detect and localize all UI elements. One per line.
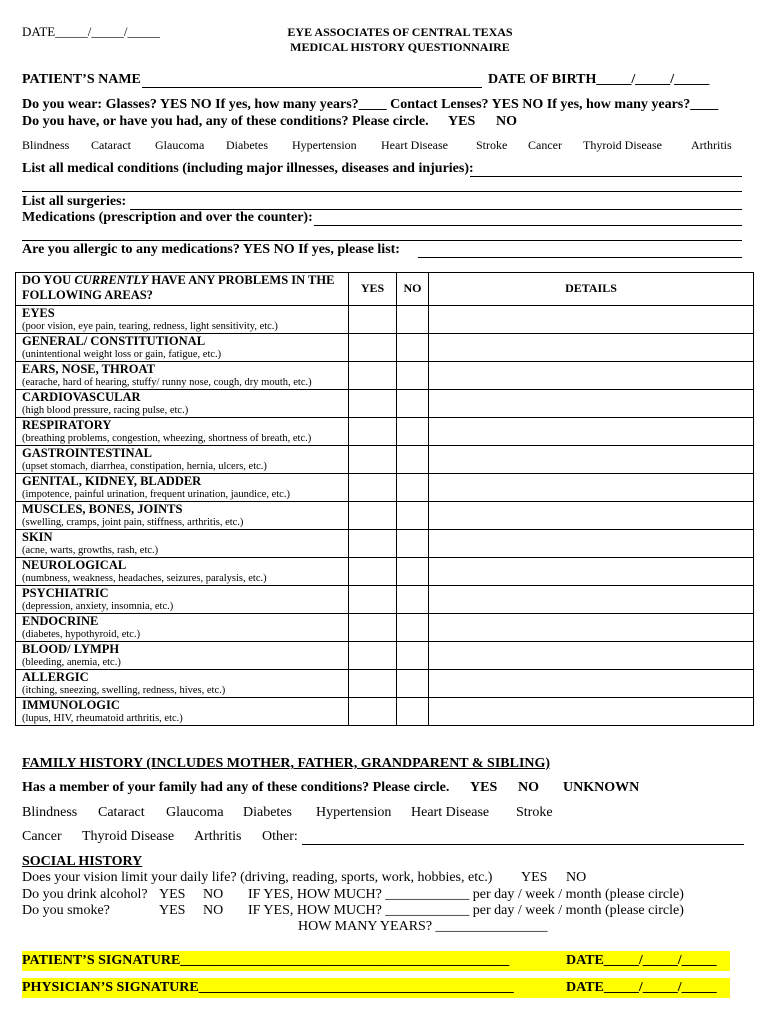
no-checkbox-cell[interactable] xyxy=(397,390,429,418)
patient-name-line[interactable] xyxy=(142,87,482,88)
medical-conditions-line[interactable] xyxy=(470,176,742,177)
condition-option[interactable]: Cataract xyxy=(91,138,131,152)
allergy-question: Are you allergic to any medications? YES NO If yes, please list: xyxy=(22,242,400,257)
no-checkbox-cell[interactable] xyxy=(397,670,429,698)
alcohol-how-much[interactable]: IF YES, HOW MUCH? ____________ per day / week / month (please circle) xyxy=(248,887,684,902)
condition-option[interactable]: Hypertension xyxy=(292,138,357,152)
system-description: (breathing problems, congestion, wheezing, shortness of breath, etc.) xyxy=(22,433,312,444)
system-cell xyxy=(16,418,349,446)
no-checkbox-cell[interactable] xyxy=(397,418,429,446)
vision-question: Does your vision limit your daily life? (driving, reading, sports, work, hobbies, etc.) xyxy=(22,870,493,885)
family-condition-option[interactable]: Thyroid Disease xyxy=(82,829,175,844)
vision-yes[interactable]: YES xyxy=(521,870,548,885)
table-header-row xyxy=(16,273,754,306)
details-cell[interactable] xyxy=(429,558,754,586)
system-name: SKIN xyxy=(22,530,53,544)
details-cell[interactable] xyxy=(429,306,754,334)
no-checkbox-cell[interactable] xyxy=(397,474,429,502)
table-row xyxy=(16,614,754,642)
system-cell xyxy=(16,614,349,642)
system-description: (acne, warts, growths, rash, etc.) xyxy=(22,545,159,556)
system-cell xyxy=(16,362,349,390)
no-checkbox-cell[interactable] xyxy=(397,502,429,530)
details-cell[interactable] xyxy=(429,670,754,698)
conditions-yes[interactable]: YES xyxy=(448,114,476,129)
system-cell xyxy=(16,446,349,474)
table-header-question: DO YOU CURRENTLY HAVE ANY PROBLEMS IN THE FOLLOWING AREAS? xyxy=(16,273,349,306)
condition-option[interactable]: Heart Disease xyxy=(381,138,448,152)
family-condition-option[interactable]: Stroke xyxy=(516,805,553,820)
system-name: ALLERGIC xyxy=(22,670,89,684)
table-row xyxy=(16,474,754,502)
condition-option[interactable]: Diabetes xyxy=(226,138,268,152)
org-name: EYE ASSOCIATES OF CENTRAL TEXAS xyxy=(287,25,513,39)
system-name: CARDIOVASCULAR xyxy=(22,390,141,404)
system-name: PSYCHIATRIC xyxy=(22,586,109,600)
condition-option[interactable]: Arthritis xyxy=(691,138,732,152)
conditions-no[interactable]: NO xyxy=(496,114,517,129)
table-row xyxy=(16,642,754,670)
conditions-question: Do you have, or have you had, any of these conditions? Please circle. xyxy=(22,114,429,129)
system-cell xyxy=(16,390,349,418)
physician-signature-line[interactable]: PHYSICIAN’S SIGNATURE_____________________________________________ xyxy=(22,980,514,995)
family-condition-option[interactable]: Cancer xyxy=(22,829,62,844)
condition-option[interactable]: Blindness xyxy=(22,138,70,152)
smoke-how-many-years[interactable]: HOW MANY YEARS? ________________ xyxy=(298,919,548,934)
details-cell[interactable] xyxy=(429,614,754,642)
dob-field-label[interactable]: DATE OF BIRTH_____/_____/_____ xyxy=(488,72,710,87)
system-name: GASTROINTESTINAL xyxy=(22,446,152,460)
date-field-label[interactable]: DATE_____/_____/_____ xyxy=(22,24,160,39)
patient-signature-date[interactable]: DATE_____/_____/_____ xyxy=(566,953,717,968)
smoke-question: Do you smoke? xyxy=(22,903,110,918)
vision-no[interactable]: NO xyxy=(566,870,587,885)
wear-question[interactable]: Do you wear: Glasses? YES NO If yes, how many years?____ Contact Lenses? YES NO If yes, how many years?____ xyxy=(22,97,719,112)
system-name: GENITAL, KIDNEY, BLADDER xyxy=(22,474,202,488)
system-name: BLOOD/ LYMPH xyxy=(22,642,120,656)
patient-name-label: PATIENT’S NAME xyxy=(22,72,141,87)
alcohol-no[interactable]: NO xyxy=(203,887,224,902)
system-name: MUSCLES, BONES, JOINTS xyxy=(22,502,183,516)
system-cell xyxy=(16,530,349,558)
system-description: (bleeding, anemia, etc.) xyxy=(22,657,121,668)
col-details-header: DETAILS xyxy=(429,273,754,306)
no-checkbox-cell[interactable] xyxy=(397,334,429,362)
yes-checkbox-cell[interactable] xyxy=(349,362,397,390)
yes-checkbox-cell[interactable] xyxy=(349,698,397,726)
table-row xyxy=(16,530,754,558)
system-description: (earache, hard of hearing, stuffy/ runny nose, cough, dry mouth, etc.) xyxy=(22,377,312,388)
no-checkbox-cell[interactable] xyxy=(397,614,429,642)
details-cell[interactable] xyxy=(429,474,754,502)
patient-signature-line[interactable]: PATIENT’S SIGNATURE_______________________________________________ xyxy=(22,953,510,968)
system-cell xyxy=(16,306,349,334)
social-history-heading: SOCIAL HISTORY xyxy=(22,854,143,869)
review-of-systems-table xyxy=(15,272,754,726)
system-cell xyxy=(16,558,349,586)
family-condition-option[interactable]: Glaucoma xyxy=(166,805,224,820)
system-cell xyxy=(16,502,349,530)
system-description: (swelling, cramps, joint pain, stiffness, arthritis, etc.) xyxy=(22,517,244,528)
family-condition-option[interactable]: Heart Disease xyxy=(411,805,490,820)
no-checkbox-cell[interactable] xyxy=(397,698,429,726)
medical-conditions-label: List all medical conditions (including major illnesses, diseases and injuries): xyxy=(22,161,474,176)
condition-option[interactable]: Thyroid Disease xyxy=(583,138,662,152)
system-name: IMMUNOLOGIC xyxy=(22,698,120,712)
form-title: MEDICAL HISTORY QUESTIONNAIRE xyxy=(290,40,510,54)
no-checkbox-cell[interactable] xyxy=(397,530,429,558)
table-row xyxy=(16,502,754,530)
family-unknown[interactable]: UNKNOWN xyxy=(563,780,640,795)
table-row xyxy=(16,698,754,726)
details-cell[interactable] xyxy=(429,418,754,446)
system-cell xyxy=(16,586,349,614)
system-name: RESPIRATORY xyxy=(22,418,112,432)
system-description: (numbness, weakness, headaches, seizures, paralysis, etc.) xyxy=(22,573,267,584)
condition-option[interactable]: Glaucoma xyxy=(155,138,205,152)
system-name: EYES xyxy=(22,306,55,320)
yes-checkbox-cell[interactable] xyxy=(349,418,397,446)
system-description: (upset stomach, diarrhea, constipation, hernia, ulcers, etc.) xyxy=(22,461,267,472)
system-cell xyxy=(16,698,349,726)
yes-checkbox-cell[interactable] xyxy=(349,558,397,586)
details-cell[interactable] xyxy=(429,446,754,474)
table-row xyxy=(16,306,754,334)
system-description: (poor vision, eye pain, tearing, redness, light sensitivity, etc.) xyxy=(22,321,278,332)
family-other-label: Other: xyxy=(262,829,298,844)
yes-checkbox-cell[interactable] xyxy=(349,670,397,698)
family-condition-option[interactable]: Arthritis xyxy=(194,829,242,844)
system-description: (depression, anxiety, insomnia, etc.) xyxy=(22,601,174,612)
details-cell[interactable] xyxy=(429,362,754,390)
system-cell xyxy=(16,642,349,670)
yes-checkbox-cell[interactable] xyxy=(349,502,397,530)
system-cell xyxy=(16,474,349,502)
system-name: GENERAL/ CONSTITUTIONAL xyxy=(22,334,206,348)
yes-checkbox-cell[interactable] xyxy=(349,614,397,642)
family-condition-option[interactable]: Cataract xyxy=(98,805,145,820)
condition-option[interactable]: Cancer xyxy=(528,138,562,152)
no-checkbox-cell[interactable] xyxy=(397,558,429,586)
family-question: Has a member of your family had any of these conditions? Please circle. xyxy=(22,780,450,795)
details-cell[interactable] xyxy=(429,502,754,530)
yes-checkbox-cell[interactable] xyxy=(349,306,397,334)
details-cell[interactable] xyxy=(429,334,754,362)
details-cell[interactable] xyxy=(429,530,754,558)
yes-checkbox-cell[interactable] xyxy=(349,474,397,502)
medications-line-2[interactable] xyxy=(22,240,742,241)
physician-signature-date[interactable]: DATE_____/_____/_____ xyxy=(566,980,717,995)
table-row xyxy=(16,362,754,390)
surgeries-label: List all surgeries: xyxy=(22,194,127,209)
allergy-line[interactable] xyxy=(418,257,742,258)
details-cell[interactable] xyxy=(429,642,754,670)
yes-checkbox-cell[interactable] xyxy=(349,586,397,614)
yes-checkbox-cell[interactable] xyxy=(349,446,397,474)
medical-conditions-line-2[interactable] xyxy=(22,191,742,192)
smoke-yes[interactable]: YES xyxy=(159,903,186,918)
system-description: (diabetes, hypothyroid, etc.) xyxy=(22,629,141,640)
system-name: EARS, NOSE, THROAT xyxy=(22,362,155,376)
condition-option[interactable]: Stroke xyxy=(476,138,508,152)
table-row xyxy=(16,390,754,418)
system-name: ENDOCRINE xyxy=(22,614,99,628)
system-description: (high blood pressure, racing pulse, etc.) xyxy=(22,405,189,416)
table-row xyxy=(16,334,754,362)
yes-checkbox-cell[interactable] xyxy=(349,334,397,362)
family-yes[interactable]: YES xyxy=(470,780,498,795)
system-description: (impotence, painful urination, frequent urination, jaundice, etc.) xyxy=(22,489,290,500)
system-name: NEUROLOGICAL xyxy=(22,558,127,572)
no-checkbox-cell[interactable] xyxy=(397,306,429,334)
no-checkbox-cell[interactable] xyxy=(397,446,429,474)
no-checkbox-cell[interactable] xyxy=(397,586,429,614)
family-condition-option[interactable]: Hypertension xyxy=(316,805,392,820)
family-no[interactable]: NO xyxy=(518,780,539,795)
family-condition-option[interactable]: Diabetes xyxy=(243,805,292,820)
col-no-header: NO xyxy=(397,273,429,306)
details-cell[interactable] xyxy=(429,586,754,614)
alcohol-yes[interactable]: YES xyxy=(159,887,186,902)
details-cell[interactable] xyxy=(429,390,754,418)
medications-line[interactable] xyxy=(314,225,742,226)
alcohol-question: Do you drink alcohol? xyxy=(22,887,148,902)
no-checkbox-cell[interactable] xyxy=(397,362,429,390)
system-description: (itching, sneezing, swelling, redness, hives, etc.) xyxy=(22,685,226,696)
family-other-line[interactable] xyxy=(302,844,744,845)
table-row xyxy=(16,670,754,698)
system-cell xyxy=(16,334,349,362)
family-history-heading: FAMILY HISTORY (INCLUDES MOTHER, FATHER, GRANDPARENT & SIBLING) xyxy=(22,756,551,771)
smoke-no[interactable]: NO xyxy=(203,903,224,918)
no-checkbox-cell[interactable] xyxy=(397,642,429,670)
yes-checkbox-cell[interactable] xyxy=(349,642,397,670)
smoke-how-much[interactable]: IF YES, HOW MUCH? ____________ per day / week / month (please circle) xyxy=(248,903,684,918)
system-description: (unintentional weight loss or gain, fatigue, etc.) xyxy=(22,349,222,360)
table-row xyxy=(16,558,754,586)
medications-label: Medications (prescription and over the counter): xyxy=(22,210,313,225)
system-cell xyxy=(16,670,349,698)
table-row xyxy=(16,418,754,446)
family-condition-option[interactable]: Blindness xyxy=(22,805,78,820)
system-description: (lupus, HIV, rheumatoid arthritis, etc.) xyxy=(22,713,183,724)
table-row xyxy=(16,446,754,474)
table-row xyxy=(16,586,754,614)
yes-checkbox-cell[interactable] xyxy=(349,530,397,558)
col-yes-header: YES xyxy=(349,273,397,306)
yes-checkbox-cell[interactable] xyxy=(349,390,397,418)
details-cell[interactable] xyxy=(429,698,754,726)
